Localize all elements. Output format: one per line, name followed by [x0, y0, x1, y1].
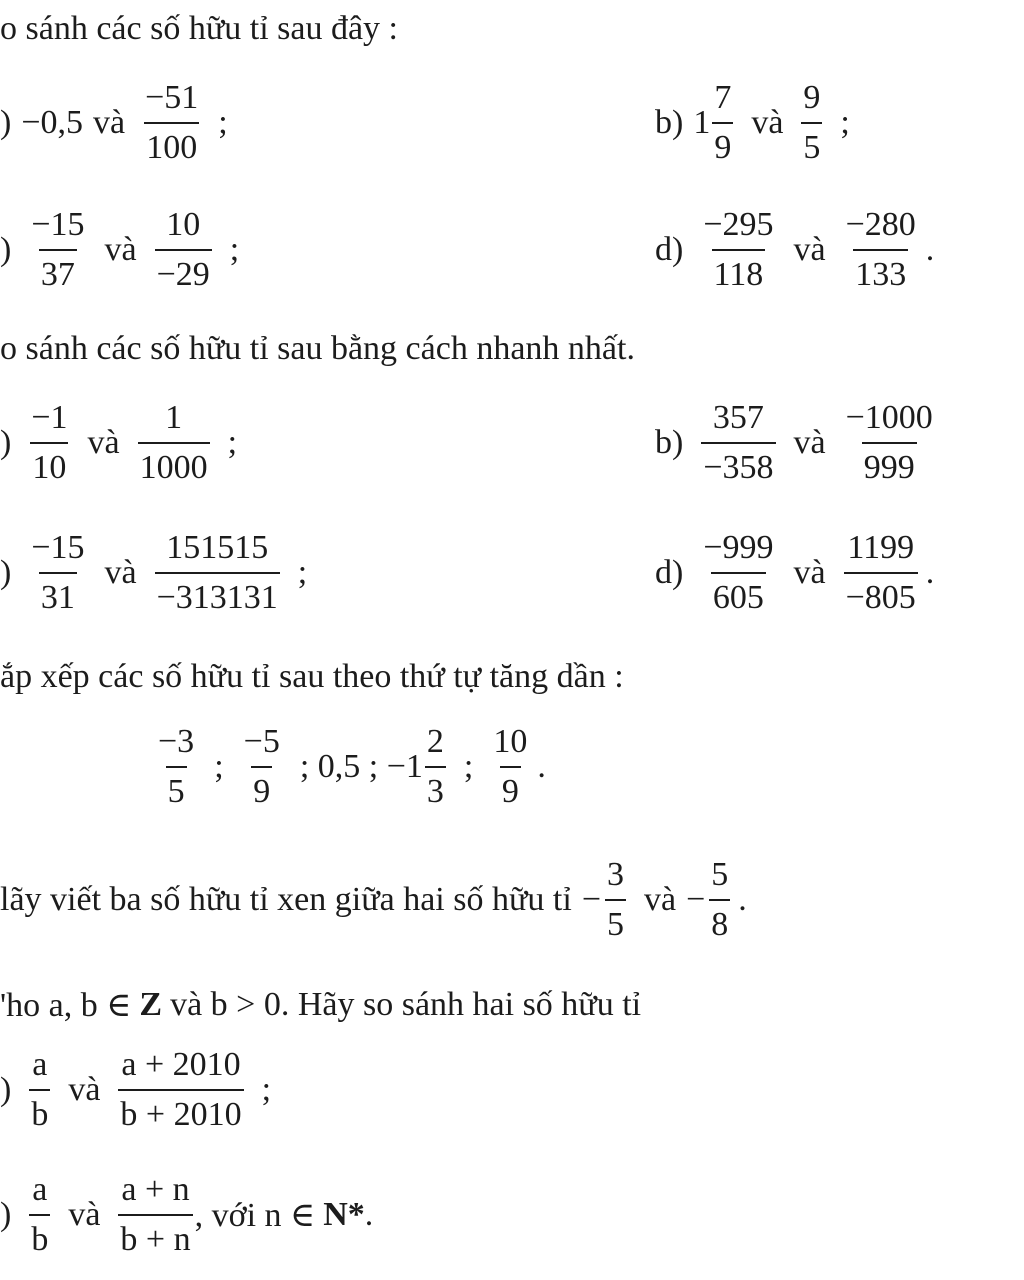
numerator: 357 [712, 399, 764, 436]
denominator: b + n [118, 1214, 192, 1260]
separator: ; [840, 104, 850, 142]
fraction-1 [701, 528, 775, 618]
fraction-1 [29, 528, 86, 618]
mixed-fraction [425, 722, 446, 812]
denominator: 10 [30, 442, 68, 488]
denominator: 5 [605, 899, 626, 945]
separator: . [738, 881, 747, 919]
numerator: −3 [158, 723, 195, 760]
numerator: −5 [243, 723, 280, 760]
condition-text: , với n ∈ [194, 1197, 316, 1235]
numerator: 9 [803, 79, 821, 116]
separator: . [925, 554, 935, 592]
numerator: −15 [31, 529, 85, 566]
denominator: 8 [709, 899, 730, 945]
item-label: d) [655, 554, 684, 592]
item-label: b) [655, 424, 684, 462]
minus-sign: − [686, 881, 706, 919]
separator: . [537, 748, 546, 786]
denominator: −358 [701, 442, 775, 488]
fraction-4 [491, 722, 529, 812]
separator: ; [261, 1071, 272, 1109]
conjunction: và [751, 104, 784, 142]
denominator: b [29, 1089, 50, 1135]
denominator: 9 [712, 122, 733, 168]
ex2-item-d [655, 528, 934, 618]
conjunction: và [104, 554, 137, 592]
numerator: 5 [711, 856, 729, 893]
fraction-1 [156, 722, 196, 812]
fraction [801, 78, 822, 168]
ex1-item-a [0, 78, 238, 168]
fraction-1 [605, 855, 626, 945]
middle-values: ; 0,5 ; −1 [299, 748, 423, 786]
denominator: 5 [801, 122, 822, 168]
conjunction: và [104, 231, 137, 269]
mixed-fraction [712, 78, 733, 168]
separator: ; [218, 104, 228, 142]
denominator: −313131 [155, 572, 280, 618]
fraction-1 [701, 398, 775, 488]
numerator: 151515 [166, 529, 269, 566]
fraction-2 [844, 528, 918, 618]
numerator: a [32, 1171, 48, 1208]
denominator: 3 [425, 766, 446, 812]
conjunction: và [87, 424, 120, 462]
denominator: 37 [39, 249, 77, 295]
denominator: 31 [39, 572, 77, 618]
numerator: 7 [714, 79, 732, 116]
ex2-item-b [655, 398, 943, 488]
conjunction: và [793, 424, 826, 462]
exercise-5-title [0, 985, 641, 1025]
separator: ; [214, 748, 224, 786]
denominator: −29 [155, 249, 212, 295]
ex5-item-a [0, 1045, 281, 1135]
denominator: 118 [712, 249, 766, 295]
item-label: ) [0, 104, 12, 142]
separator: ; [227, 424, 238, 462]
fraction-1 [29, 1045, 50, 1135]
denominator: b [29, 1214, 50, 1260]
decimal-value: −0,5 [21, 104, 84, 142]
fraction-1 [29, 205, 86, 295]
fraction-2 [155, 205, 212, 295]
conjunction: và [793, 231, 826, 269]
denominator: 1000 [138, 442, 210, 488]
denominator: 100 [144, 122, 199, 168]
ex1-item-c [0, 205, 249, 295]
conjunction: và [68, 1196, 101, 1234]
item-label: d) [655, 231, 684, 269]
numerator: 3 [607, 856, 624, 893]
ex1-item-d [655, 205, 934, 295]
fraction [143, 78, 200, 168]
numerator: −51 [145, 79, 199, 116]
mixed-whole: 1 [693, 104, 711, 142]
integer-set-symbol: Z [139, 986, 163, 1023]
ex5-post: và b > 0. Hãy so sánh hai số hữu tỉ [170, 986, 642, 1023]
conjunction: và [68, 1071, 101, 1109]
separator: ; [297, 554, 308, 592]
fraction-2 [155, 528, 280, 618]
numerator: 10 [166, 206, 201, 243]
exercise-1-title: o sánh các số hữu tỉ sau đây : [0, 10, 399, 47]
item-label: ) [0, 554, 12, 592]
numerator: −295 [703, 206, 774, 243]
ex2-item-a [0, 398, 247, 488]
fraction-2 [138, 398, 210, 488]
separator: . [364, 1196, 374, 1234]
conjunction: và [644, 881, 677, 919]
exercise-3-title: ắp xếp các số hữu tỉ sau theo thứ tự tăng dần : [0, 658, 624, 695]
separator: ; [229, 231, 240, 269]
ex3-sequence [148, 722, 546, 812]
numerator: a + n [121, 1171, 190, 1208]
ex5-pre: 'ho a, b ∈ [0, 987, 132, 1024]
fraction-1 [29, 398, 69, 488]
denominator: 9 [500, 766, 521, 812]
fraction-2 [242, 722, 282, 812]
item-label: ) [0, 1071, 12, 1109]
numerator: −1 [31, 399, 68, 436]
separator: . [925, 231, 935, 269]
numerator: 1 [165, 399, 183, 436]
fraction-2 [709, 855, 730, 945]
exercise-4 [0, 855, 747, 945]
numerator: −15 [31, 206, 85, 243]
exercise-2-title: o sánh các số hữu tỉ sau bằng cách nhanh nhất. [0, 330, 635, 367]
numerator: −999 [703, 529, 774, 566]
numerator: a + 2010 [121, 1046, 241, 1083]
item-label: ) [0, 231, 12, 269]
item-label: ) [0, 424, 12, 462]
denominator: −805 [844, 572, 918, 618]
exercise-4-text: lãy viết ba số hữu tỉ xen giữa hai số hữu tỉ [0, 881, 572, 919]
ex1-item-b [655, 78, 860, 168]
item-label: ) [0, 1196, 12, 1234]
conjunction: và [93, 104, 126, 142]
fraction-2 [118, 1045, 243, 1135]
ex5-item-b [0, 1170, 373, 1260]
separator: ; [463, 748, 474, 786]
fraction-2 [844, 398, 935, 488]
denominator: 605 [711, 572, 766, 618]
denominator: 999 [862, 442, 917, 488]
fraction-1 [701, 205, 775, 295]
denominator: 5 [166, 766, 187, 812]
numerator: 10 [493, 723, 528, 760]
denominator: 9 [251, 766, 272, 812]
item-label: b) [655, 104, 684, 142]
numerator: −1000 [845, 399, 933, 436]
ex2-item-c [0, 528, 317, 618]
numerator: a [32, 1046, 48, 1083]
fraction-1 [29, 1170, 50, 1260]
denominator: 133 [853, 249, 908, 295]
fraction-2 [118, 1170, 192, 1260]
numerator: 1199 [847, 529, 915, 566]
conjunction: và [793, 554, 826, 592]
numerator: −280 [845, 206, 916, 243]
minus-sign: − [581, 881, 601, 919]
numerator: 2 [426, 723, 444, 760]
fraction-2 [844, 205, 918, 295]
natural-set-symbol: N* [323, 1196, 365, 1234]
denominator: b + 2010 [118, 1089, 243, 1135]
